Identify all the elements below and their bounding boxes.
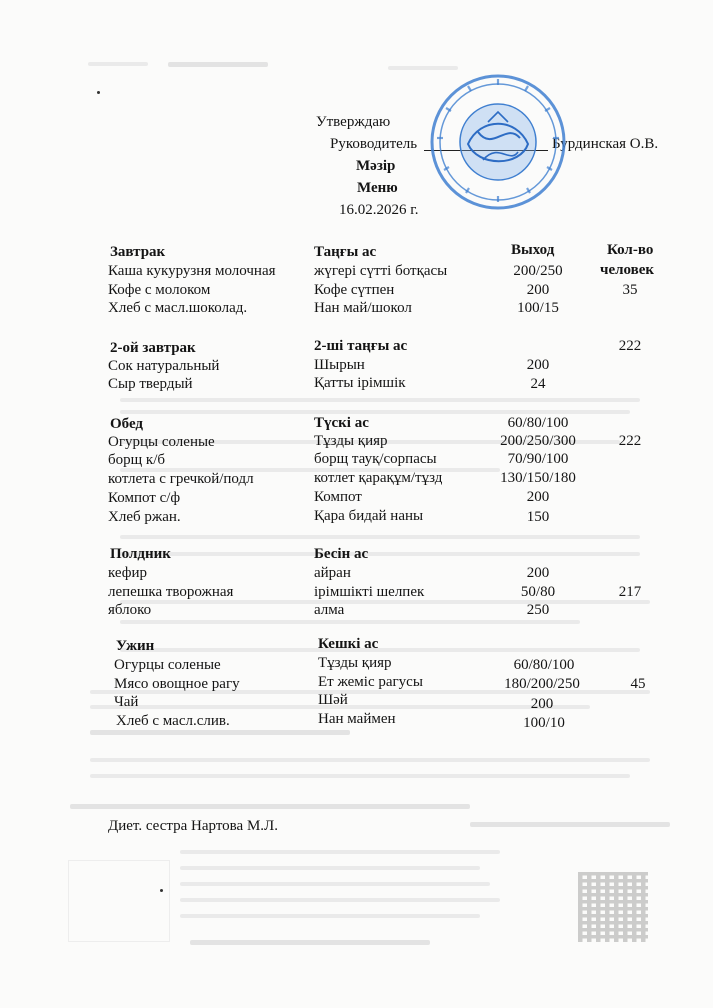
dish-kz: жүгері сүтті ботқасы (314, 263, 448, 279)
title-kz: Мәзір (356, 158, 396, 174)
dish-ru: яблоко (108, 602, 152, 618)
dish-kz: Тұзды қияр (318, 655, 392, 671)
meal-title-ru: Обед (110, 416, 144, 432)
dish-kz: Шәй (318, 692, 348, 708)
dish-output: 150 (526, 509, 550, 525)
director-name: Бурдинская О.В. (552, 136, 659, 152)
dish-ru: Сыр твердый (108, 376, 193, 392)
people-count: 222 (618, 338, 642, 354)
meal-title-kz: Бесін ас (314, 546, 369, 562)
dish-ru: Огурцы соленые (114, 657, 221, 673)
dietitian-signature: Диет. сестра Нартова М.Л. (108, 818, 278, 834)
meal-title-ru: Ужин (116, 638, 155, 654)
dish-output: 250 (526, 602, 550, 618)
dish-output: 180/200/250 (504, 676, 580, 692)
menu-date: 16.02.2026 г. (339, 202, 419, 218)
dish-kz: борщ тауқ/сорпасы (314, 451, 437, 467)
dish-kz: Нан май/шокол (314, 300, 412, 316)
meal-title-kz: Кешкі ас (318, 636, 379, 652)
dish-kz: котлет қарақұм/тұзд (314, 470, 443, 486)
dish-kz: Қара бидай наны (314, 508, 424, 524)
dish-ru: борщ к/б (108, 452, 166, 468)
dish-kz: Компот (314, 489, 362, 505)
dish-output: 200 (526, 565, 550, 581)
dish-output: 130/150/180 (500, 470, 576, 486)
title-ru: Меню (357, 180, 398, 196)
meal-title-kz: 2-ші таңғы ас (314, 338, 408, 354)
dish-output: 50/80 (520, 584, 556, 600)
dish-output: 200/250 (513, 263, 563, 279)
dish-ru: Мясо овощное рагу (114, 676, 240, 692)
dish-kz: алма (314, 602, 345, 618)
dish-kz: айран (314, 565, 351, 581)
dish-ru: Хлеб ржан. (108, 509, 181, 525)
dish-ru: лепешка творожная (108, 584, 234, 600)
dish-output: 70/90/100 (507, 451, 569, 467)
dish-output: 100/15 (517, 300, 559, 316)
count-column-header-2: человек (600, 262, 655, 278)
meal-title-ru: Завтрак (110, 244, 166, 260)
dish-ru: Сок натуральный (108, 358, 220, 374)
meal-header-output: 60/80/100 (507, 415, 569, 431)
dish-output: 200 (526, 489, 550, 505)
official-seal (428, 72, 568, 212)
director-label: Руководитель (330, 136, 418, 152)
count-column-header-1: Кол-во (607, 242, 654, 258)
dish-ru: Чай (114, 694, 139, 710)
people-count: 45 (630, 676, 646, 692)
dish-output: 200 (526, 282, 550, 298)
meal-title-kz: Таңғы ас (314, 244, 377, 260)
dish-ru: Огурцы соленые (108, 434, 215, 450)
dish-kz: Шырын (314, 357, 365, 373)
output-column-header: Выход (511, 242, 555, 258)
dish-ru: кефир (108, 565, 148, 581)
meal-title-ru: 2-ой завтрак (110, 340, 196, 356)
dish-ru: Хлеб с масл.шоколад. (108, 300, 248, 316)
dish-kz: Қатты ірімшік (314, 375, 406, 391)
dish-output: 200/250/300 (500, 433, 576, 449)
dish-ru: Компот с/ф (108, 490, 181, 506)
dish-ru: Кофе с молоком (108, 282, 211, 298)
people-count: 217 (618, 584, 642, 600)
meal-title-kz: Түскі ас (314, 415, 369, 431)
people-count: 222 (618, 433, 642, 449)
dish-ru: котлета с гречкой/подл (108, 471, 254, 487)
dish-kz: Ет жеміс рагусы (318, 674, 423, 690)
qr-code-bleed (578, 872, 648, 942)
dish-ru: Каша кукурузня молочная (108, 263, 276, 279)
dish-output: 200 (526, 357, 550, 373)
stray-dot (160, 889, 163, 892)
dish-kz: Кофе сүтпен (314, 282, 395, 298)
dish-output: 100/10 (523, 715, 565, 731)
dish-kz: Нан маймен (318, 711, 396, 727)
approve-label: Утверждаю (316, 114, 391, 130)
dish-ru: Хлеб с масл.слив. (116, 713, 230, 729)
people-count: 35 (622, 282, 638, 298)
dish-output: 24 (530, 376, 546, 392)
dish-kz: ірімшікті шелпек (314, 584, 425, 600)
stray-dot (97, 91, 100, 94)
dish-kz: Тұзды қияр (314, 433, 388, 449)
dish-output: 200 (530, 696, 554, 712)
dish-output: 60/80/100 (513, 657, 575, 673)
meal-title-ru: Полдник (110, 546, 171, 562)
